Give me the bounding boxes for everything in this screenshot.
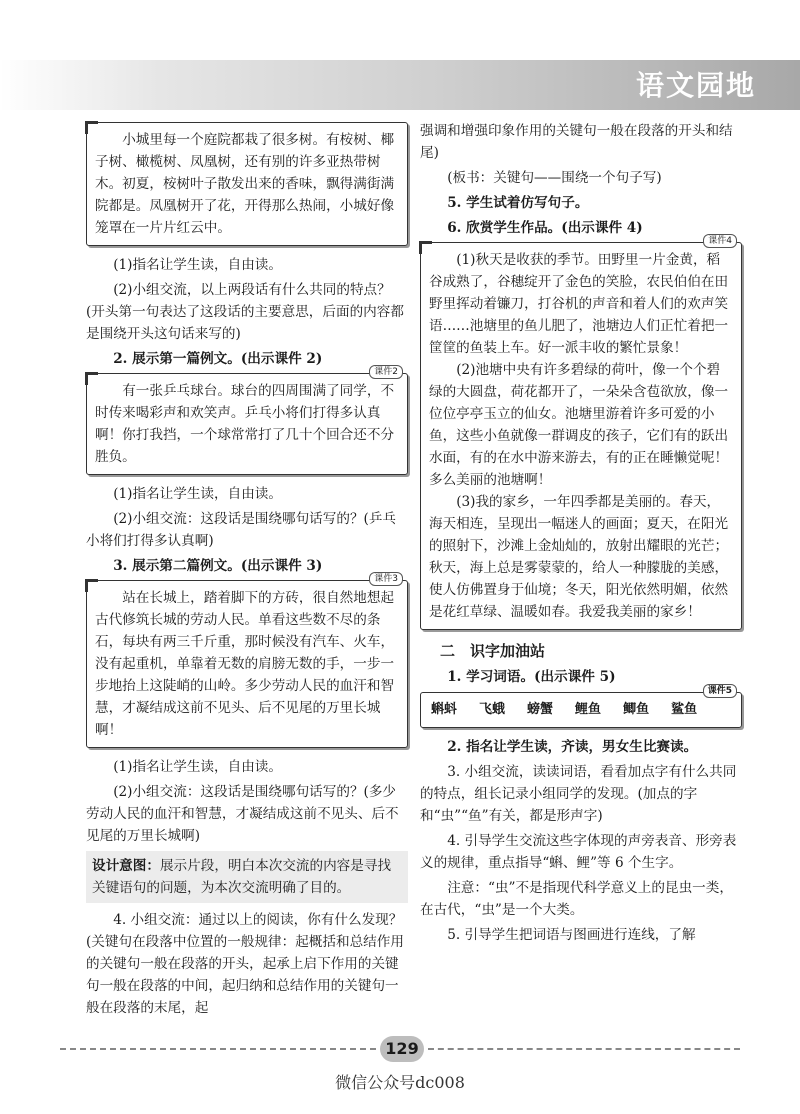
step-text: (2)小组交流：这段话是围绕哪句话写的？(多少劳动人民的血汗和智慧，才凝结成这前不见头、后不见尾的万里长城啊) <box>86 784 399 844</box>
step-heading: 2. 指名让学生读，齐读，男女生比赛读。 <box>447 739 698 755</box>
example-box-1 <box>86 122 408 246</box>
step-text: 4. 引导学生交流这些字体现的声旁表音、形旁表义的规律，重点指导“蝌、鲤”等 6 个生字。 <box>420 833 737 871</box>
step-text: (2)小组交流，以上两段话有什么共同的特点？(开头第一句表达了这段话的主要意思，后面的内容都是围绕开头这句话来写的) <box>86 282 404 342</box>
step-text: (1)指名让学生读，自由读。 <box>113 759 282 775</box>
step-text: 5. 引导学生把词语与图画进行连线，了解 <box>447 927 696 943</box>
design-intent-text: 展示片段，明白本次交流的内容是寻找关键语句的问题，为本次交流明确了目的。 <box>92 858 392 896</box>
step-text: 强调和增强印象作用的关键句一般在段落的开头和结尾) <box>420 123 733 161</box>
design-intent-label: 设计意图： <box>92 858 160 874</box>
word-item: 螃蟹 <box>527 702 554 717</box>
word-item: 蝌蚪 <box>431 702 458 717</box>
example-text-3: 站在长城上，踏着脚下的方砖，很自然地想起古代修筑长城的劳动人民。单看这些数不尽的条石，每块有两三千斤重，那时候没有汽车、火车，没有起重机，单靠着无数的肩膀无数的手，一步一步地抬上这陡峭的山岭。多少劳动人民的血汗和智慧，才凝结成这前不见头、后不见尾的万里长城啊！ <box>95 590 395 738</box>
step-text: (2)小组交流：这段话是围绕哪句话写的？(乒乓小将们打得多认真啊) <box>86 511 397 549</box>
word-item: 鲫鱼 <box>623 702 650 717</box>
step-text: (1)指名让学生读，自由读。 <box>113 257 282 273</box>
courseware-tag: 课件2 <box>369 365 403 379</box>
student-work-1: (1)秋天是收获的季节。田野里一片金黄，稻谷成熟了，谷穗绽开了金色的笑脸，农民伯伯在田野里挥动着镰刀，打谷机的声音和着人们的欢声笑语……池塘里的鱼儿肥了，池塘边人们正忙着把一筐筐的鱼装上车。好一派丰收的繁忙景象！ <box>429 252 729 356</box>
example-text-1: 小城里每一个庭院都栽了很多树。有桉树、椰子树、橄榄树、凤凰树，还有别的许多亚热带树木。初夏，桉树叶子散发出来的香味，飘得满街满院都是。凤凰树开了花，开得那么热闹，小城好像笼罩在一片片红云中。 <box>95 132 395 236</box>
example-box-2 <box>86 367 408 475</box>
example-box-4 <box>420 236 742 630</box>
student-work-2: (2)池塘中央有许多碧绿的荷叶，像一个个碧绿的大圆盘，荷花都开了，一朵朵含苞欲放，像一位位亭亭玉立的仙女。池塘里游着许多可爱的小鱼，这些小鱼就像一群调皮的孩子，它们有的跃出水面，有的在水中游来游去，有的正在睡懒觉呢！多么美丽的池塘啊！ <box>429 362 729 488</box>
right-column <box>420 120 742 949</box>
courseware-tag: 课件3 <box>369 572 403 586</box>
word-list-box <box>420 686 742 728</box>
example-text-2: 有一张乒乓球台。球台的四周围满了同学，不时传来喝彩声和欢笑声。乒乓小将们打得多认真啊！你打我挡，一个球常常打了几十个回合还不分胜负。 <box>95 383 395 465</box>
footer-divider-right <box>428 1048 740 1050</box>
corner-mark <box>419 241 432 254</box>
page-number: 129 <box>380 1036 424 1062</box>
courseware-tag: 课件4 <box>703 234 737 248</box>
word-item: 鲨鱼 <box>671 702 698 717</box>
note-text: 注意：“虫”不是指现代科学意义上的昆虫一类，在古代，“虫”是一个大类。 <box>420 880 733 918</box>
corner-mark <box>85 579 98 592</box>
student-work-3: (3)我的家乡，一年四季都是美丽的。春天，海天相连，呈现出一幅迷人的画面；夏天，在阳光的照射下，沙滩上金灿灿的，放射出耀眼的光芒；秋天，海上总是雾蒙蒙的，给人一种朦胧的美感，使人仿佛置身于仙境；冬天，阳光依然明媚，依然是花红草绿、温暖如春。我爱我美丽的家乡！ <box>429 494 729 620</box>
section-title: 二 识字加油站 <box>440 642 546 660</box>
word-item: 鲤鱼 <box>575 702 602 717</box>
section-header-title: 语文园地 <box>635 69 756 102</box>
step-heading: 2. 展示第一篇例文。(出示课件 2) <box>113 351 323 367</box>
step-heading: 6. 欣赏学生作品。(出示课件 4) <box>447 220 643 236</box>
corner-mark <box>85 121 98 134</box>
step-text: 3. 小组交流，读读词语，看看加点字有什么共同的特点，组长记录小组同学的发现。(加点的字和“虫”“鱼”有关，都是形声字) <box>420 764 737 824</box>
step-heading: 5. 学生试着仿写句子。 <box>447 195 589 211</box>
footer-divider-left <box>60 1048 376 1050</box>
corner-mark <box>85 372 98 385</box>
courseware-tag: 课件5 <box>703 684 737 698</box>
step-heading: 3. 展示第二篇例文。(出示课件 3) <box>113 558 323 574</box>
design-intent-box <box>86 851 408 903</box>
word-item: 飞蛾 <box>479 702 506 717</box>
step-text: 4. 小组交流：通过以上的阅读，你有什么发现？(关键句在段落中位置的一般规律：起概括和总结作用的关键句一般在段落的开头，起承上启下作用的关键句一般在段落的中间，起归纳和总结作用的关键句一般在段落的末尾，起 <box>86 912 404 1016</box>
step-heading: 1. 学习词语。(出示课件 5) <box>447 669 616 685</box>
watermark-text: 微信公众号dc008 <box>335 1073 465 1092</box>
left-column <box>86 120 408 1022</box>
step-text: (1)指名让学生读，自由读。 <box>113 486 282 502</box>
example-box-3 <box>86 574 408 748</box>
blackboard-note: (板书：关键句——围绕一个句子写) <box>447 170 662 186</box>
